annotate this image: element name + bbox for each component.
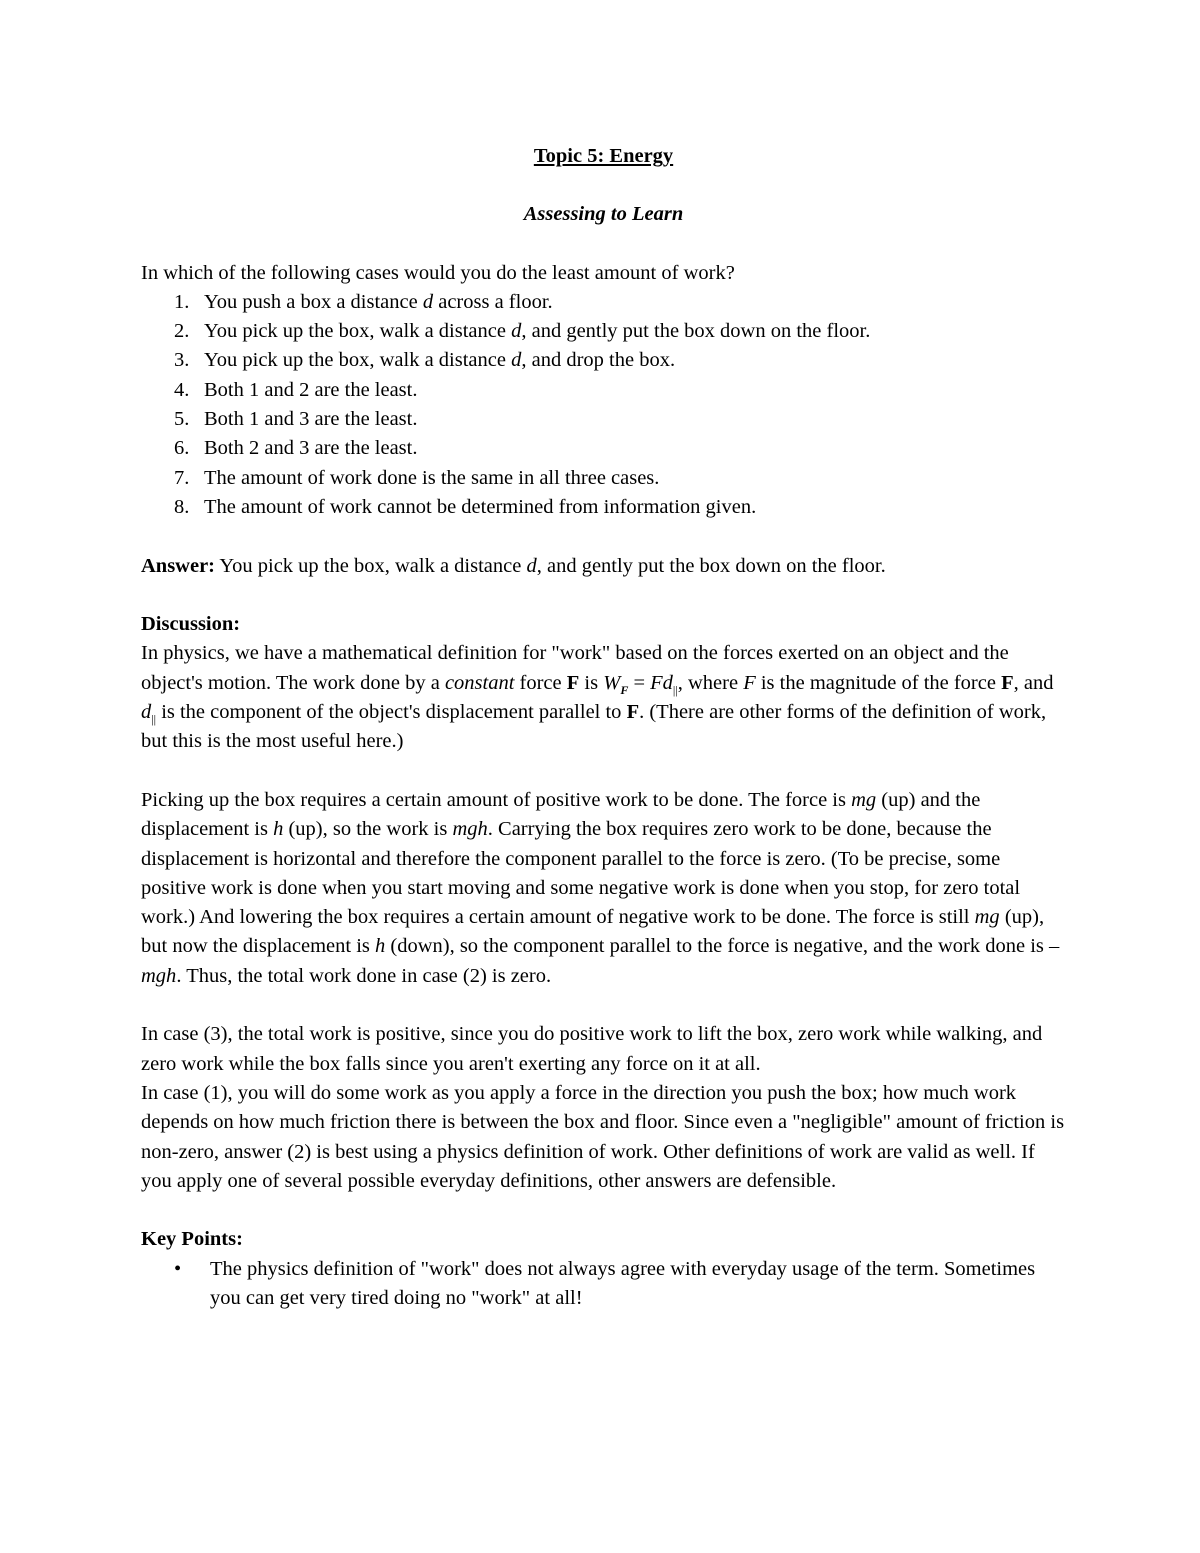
option-number: 8. — [174, 495, 190, 518]
option-item — [141, 464, 1066, 493]
key-points-list — [141, 1255, 1066, 1314]
key-point-text: The physics definition of "work" does not always agree with everyday usage of the term. Sometimes you can get very tired doing no "work" at all! — [210, 1257, 1036, 1309]
option-number: 1. — [174, 290, 190, 313]
question-text: In which of the following cases would you do the least amount of work? — [141, 261, 735, 284]
option-number: 3. — [174, 349, 190, 372]
key-point-item — [141, 1255, 1066, 1314]
option-number: 7. — [174, 466, 190, 489]
option-text: You push a box a distance d across a floor. — [204, 290, 553, 313]
option-number: 4. — [174, 378, 190, 401]
bullet-icon: • — [174, 1257, 182, 1280]
discussion-paragraph-2: Picking up the box requires a certain amount of positive work to be done. The force is mg (up) and the displacement is h (up), so the work is mgh. Carrying the box requires zero work to be done, because the displacement is horizontal and therefore the component parallel to the force is zero. (To be precise, some positive work is done when you start moving and some negative work is done when you stop, for zero total work.) And lowering the box requires a certain amount of negative work to be done. The force is still mg (up), but now the displacement is h (down), so the component parallel to the force is negative, and the work done is –mgh. Thus, the total work done in case (2) is zero. — [141, 788, 1060, 987]
option-text: You pick up the box, walk a distance d, and drop the box. — [204, 349, 676, 372]
spacer — [141, 581, 1066, 610]
option-text: Both 2 and 3 are the least. — [204, 437, 418, 460]
option-item — [141, 346, 1066, 375]
spacer — [141, 991, 1066, 1020]
option-item — [141, 317, 1066, 346]
option-item — [141, 405, 1066, 434]
option-text: Both 1 and 2 are the least. — [204, 378, 418, 401]
answer-options-list — [141, 288, 1066, 522]
option-text: You pick up the box, walk a distance d, and gently put the box down on the floor. — [204, 320, 871, 343]
discussion-heading: Discussion: — [141, 613, 241, 636]
key-points-heading: Key Points: — [141, 1228, 243, 1251]
discussion-paragraph-4: In case (1), you will do some work as you apply a force in the direction you push the box; how much work depends on how much friction there is between the box and floor. Since even a "negligible" amount of friction is non-zero, answer (2) is best using a physics definition of work. Other definitions of work are valid as well. If you apply one of several possible everyday definitions, other answers are defensible. — [141, 1081, 1065, 1192]
document-content — [141, 142, 1066, 1313]
option-number: 6. — [174, 437, 190, 460]
spacer — [141, 1196, 1066, 1225]
option-text: The amount of work done is the same in all three cases. — [204, 466, 660, 489]
answer-label: Answer: — [141, 554, 216, 577]
page-subtitle: Assessing to Learn — [523, 203, 684, 226]
option-item — [141, 493, 1066, 522]
spacer — [141, 522, 1066, 551]
option-item — [141, 434, 1066, 463]
discussion-paragraph-3: In case (3), the total work is positive, since you do positive work to lift the box, zero work while walking, and zero work while the box falls since you aren't exerting any force on it at all. — [141, 1023, 1043, 1075]
option-text: The amount of work cannot be determined from information given. — [204, 495, 757, 518]
option-item — [141, 376, 1066, 405]
page-title: Topic 5: Energy — [533, 145, 674, 167]
discussion-paragraph-1: In physics, we have a mathematical definition for "work" based on the forces exerted on an object and the object's motion. The work done by a constant force F is $W_F = Fd_{||}$, where F is the magnitude of the force F, and $d_{||}$ is the component of the object's displacement parallel to F. (There are other forms of the definition of work, but this is the most useful here.) — [141, 642, 1054, 753]
answer-line: Answer: You pick up the box, walk a distance d, and gently put the box down on the floor. — [141, 554, 886, 577]
option-number: 5. — [174, 408, 190, 431]
spacer — [141, 757, 1066, 786]
option-number: 2. — [174, 320, 190, 343]
option-item — [141, 288, 1066, 317]
option-text: Both 1 and 3 are the least. — [204, 408, 418, 431]
